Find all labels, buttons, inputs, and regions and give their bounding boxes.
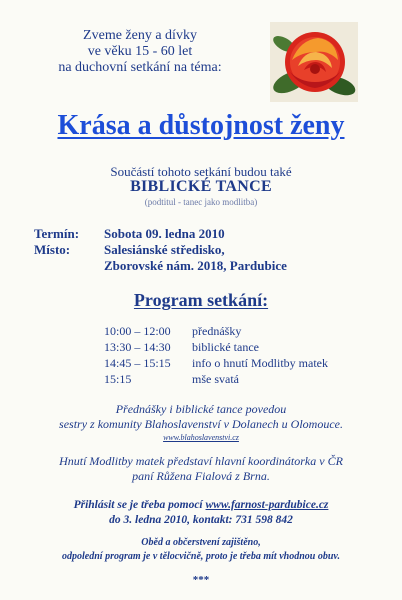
- intro-text: [40, 28, 240, 76]
- registration-prefix: Přihlásit se je třeba pomocí: [73, 499, 206, 511]
- program-time: 13:30 – 14:30: [104, 340, 171, 354]
- program-row: [104, 340, 259, 355]
- page-title: Krása a důstojnost ženy: [57, 110, 345, 141]
- farnost-link[interactable]: www.farnost-pardubice.cz: [205, 499, 329, 511]
- subtitle: Součástí tohoto setkání budou také: [110, 164, 292, 179]
- dance-note: (podtitul - tanec jako modlitba): [144, 197, 258, 207]
- program-time: 14:45 – 15:15: [104, 356, 171, 370]
- place-label: Místo:: [34, 242, 71, 257]
- program-desc: mše svatá: [192, 372, 239, 386]
- program-desc: přednášky: [192, 324, 242, 338]
- footer-line-2: odpolední program je v tělocvičně, proto je třeba mít vhodnou obuv.: [62, 551, 340, 562]
- intro-line-1: Zveme ženy a dívky: [83, 28, 197, 43]
- movement-line-1: Hnutí Modlitby matek představí hlavní koordinátorka v ČR: [59, 454, 343, 468]
- place-value-2: Zborovské nám. 2018, Pardubice: [104, 258, 287, 273]
- place-value-1: Salesiánské středisko,: [104, 242, 225, 257]
- program-time: 15:15: [104, 372, 132, 386]
- program-time: 10:00 – 12:00: [104, 324, 171, 338]
- blahoslavenstvi-link[interactable]: www.blahoslavenstvi.cz: [163, 433, 239, 442]
- term-label: Termín:: [34, 226, 80, 241]
- stars-divider: ***: [192, 574, 210, 586]
- registration-line-2: do 3. ledna 2010, kontakt: 731 598 842: [109, 514, 293, 526]
- registration-line-1: [0, 498, 402, 513]
- rose-image: [270, 22, 358, 102]
- program-title: Program setkání:: [133, 290, 269, 310]
- intro-line-3: na duchovní setkání na téma:: [58, 60, 222, 75]
- lecturers-line-1: Přednášky i biblické tance povedou: [115, 402, 287, 416]
- program-row: [104, 324, 241, 339]
- lecturers-line-2: sestry z komunity Blahoslavenství v Dolanech u Olomouce.: [59, 417, 343, 431]
- footer-line-1: Oběd a občerstvení zajištěno,: [141, 537, 261, 548]
- intro-line-2: ve věku 15 - 60 let: [87, 44, 193, 59]
- dance-heading: BIBLICKÉ TANCE: [130, 178, 272, 195]
- movement-line-2: paní Růžena Fialová z Brna.: [132, 469, 270, 483]
- program-desc: info o hnutí Modlitby matek: [192, 356, 328, 370]
- program-desc: biblické tance: [192, 340, 259, 354]
- program-row: [104, 372, 239, 387]
- term-value: Sobota 09. ledna 2010: [104, 226, 225, 241]
- program-row: [104, 356, 328, 371]
